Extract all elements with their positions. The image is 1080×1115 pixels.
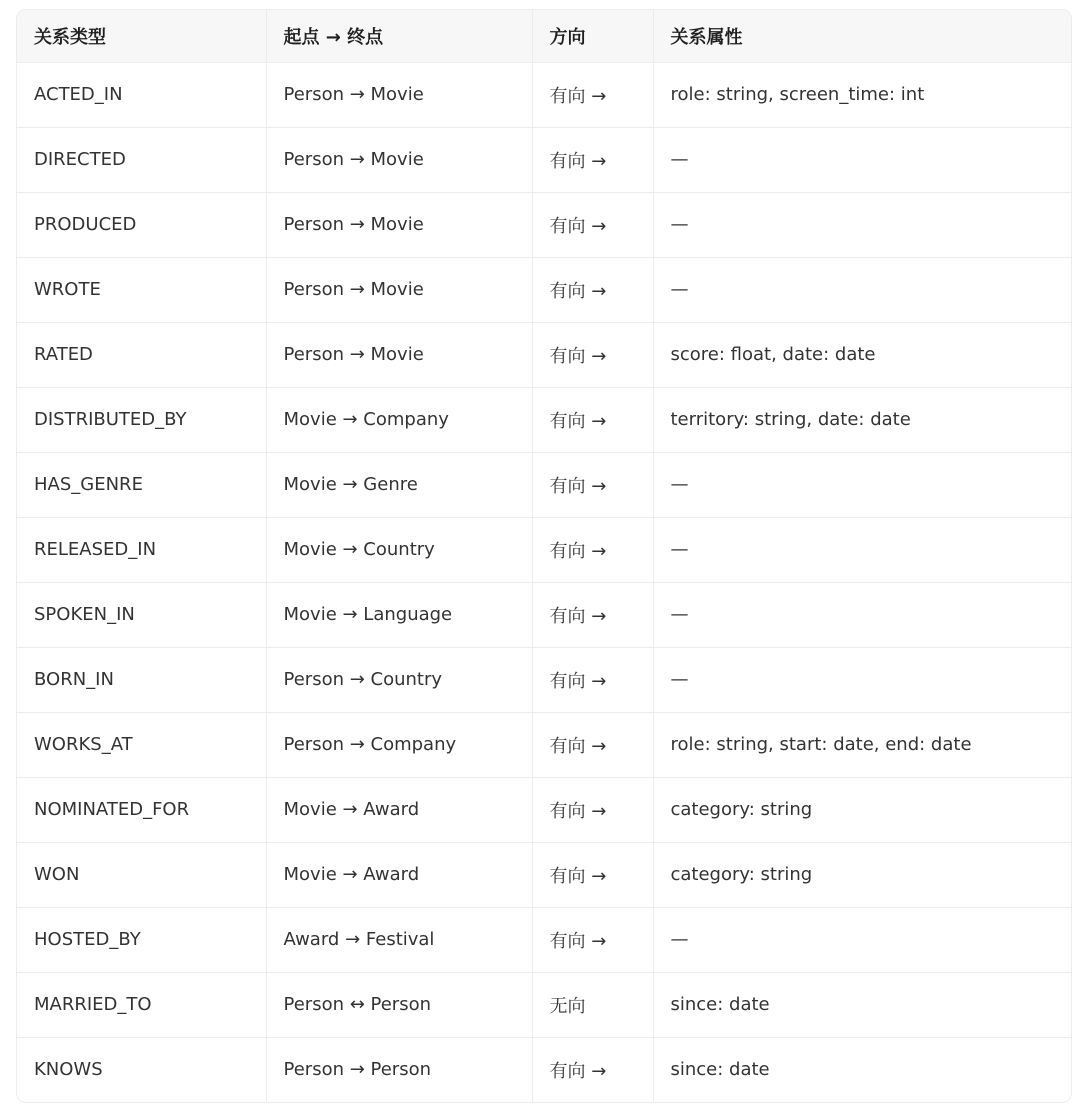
cell-start-end: Person → Movie <box>266 127 532 192</box>
cell-relation-type: SPOKEN_IN <box>17 582 266 647</box>
cell-direction: 无向 <box>532 972 653 1037</box>
header-relation-type: 关系类型 <box>17 10 266 62</box>
table-row <box>17 62 1071 127</box>
table-row <box>17 712 1071 777</box>
cell-direction: 有向 → <box>532 387 653 452</box>
relationship-table <box>16 9 1072 1103</box>
cell-start-end: Movie → Genre <box>266 452 532 517</box>
cell-start-end: Movie → Country <box>266 517 532 582</box>
cell-start-end: Person → Movie <box>266 322 532 387</box>
cell-relation-type: HOSTED_BY <box>17 907 266 972</box>
table-row <box>17 582 1071 647</box>
cell-start-end: Movie → Language <box>266 582 532 647</box>
table-row <box>17 127 1071 192</box>
table-row <box>17 517 1071 582</box>
table-header-row <box>17 10 1071 62</box>
cell-direction: 有向 → <box>532 517 653 582</box>
cell-start-end: Person → Country <box>266 647 532 712</box>
cell-relation-type: WON <box>17 842 266 907</box>
cell-start-end: Movie → Company <box>266 387 532 452</box>
cell-direction: 有向 → <box>532 777 653 842</box>
table-row <box>17 257 1071 322</box>
cell-direction: 有向 → <box>532 842 653 907</box>
cell-direction: 有向 → <box>532 452 653 517</box>
cell-relation-type: DISTRIBUTED_BY <box>17 387 266 452</box>
cell-start-end: Person ↔ Person <box>266 972 532 1037</box>
cell-relation-type: RELEASED_IN <box>17 517 266 582</box>
cell-properties: — <box>653 257 1071 322</box>
cell-relation-type: KNOWS <box>17 1037 266 1102</box>
cell-properties: role: string, start: date, end: date <box>653 712 1071 777</box>
table-row <box>17 647 1071 712</box>
cell-start-end: Person → Person <box>266 1037 532 1102</box>
cell-direction: 有向 → <box>532 257 653 322</box>
cell-properties: role: string, screen_time: int <box>653 62 1071 127</box>
cell-properties: — <box>653 647 1071 712</box>
table-row <box>17 972 1071 1037</box>
cell-direction: 有向 → <box>532 582 653 647</box>
cell-direction: 有向 → <box>532 322 653 387</box>
cell-direction: 有向 → <box>532 712 653 777</box>
table-body <box>17 62 1071 1102</box>
cell-direction: 有向 → <box>532 1037 653 1102</box>
table-row <box>17 387 1071 452</box>
header-start-end: 起点 → 终点 <box>266 10 532 62</box>
cell-properties: score: float, date: date <box>653 322 1071 387</box>
table-row <box>17 322 1071 387</box>
table-row <box>17 842 1071 907</box>
cell-start-end: Person → Movie <box>266 192 532 257</box>
cell-properties: — <box>653 452 1071 517</box>
cell-properties: category: string <box>653 777 1071 842</box>
cell-relation-type: MARRIED_TO <box>17 972 266 1037</box>
cell-properties: since: date <box>653 972 1071 1037</box>
relationship-table-grid <box>17 10 1071 1102</box>
cell-properties: territory: string, date: date <box>653 387 1071 452</box>
table-row <box>17 192 1071 257</box>
header-direction: 方向 <box>532 10 653 62</box>
cell-properties: — <box>653 127 1071 192</box>
cell-start-end: Award → Festival <box>266 907 532 972</box>
table-header <box>17 10 1071 62</box>
cell-direction: 有向 → <box>532 127 653 192</box>
cell-direction: 有向 → <box>532 907 653 972</box>
header-relation-properties: 关系属性 <box>653 10 1071 62</box>
cell-relation-type: RATED <box>17 322 266 387</box>
cell-direction: 有向 → <box>532 62 653 127</box>
cell-relation-type: ACTED_IN <box>17 62 266 127</box>
cell-direction: 有向 → <box>532 647 653 712</box>
table-row <box>17 452 1071 517</box>
table-row <box>17 1037 1071 1102</box>
cell-start-end: Movie → Award <box>266 777 532 842</box>
cell-relation-type: HAS_GENRE <box>17 452 266 517</box>
cell-start-end: Person → Movie <box>266 257 532 322</box>
cell-relation-type: BORN_IN <box>17 647 266 712</box>
cell-properties: — <box>653 907 1071 972</box>
cell-direction: 有向 → <box>532 192 653 257</box>
cell-relation-type: NOMINATED_FOR <box>17 777 266 842</box>
cell-relation-type: WROTE <box>17 257 266 322</box>
cell-relation-type: DIRECTED <box>17 127 266 192</box>
cell-properties: category: string <box>653 842 1071 907</box>
cell-start-end: Person → Movie <box>266 62 532 127</box>
table-row <box>17 777 1071 842</box>
cell-relation-type: PRODUCED <box>17 192 266 257</box>
cell-properties: — <box>653 517 1071 582</box>
cell-start-end: Person → Company <box>266 712 532 777</box>
cell-properties: — <box>653 192 1071 257</box>
cell-relation-type: WORKS_AT <box>17 712 266 777</box>
cell-properties: — <box>653 582 1071 647</box>
cell-start-end: Movie → Award <box>266 842 532 907</box>
cell-properties: since: date <box>670 1059 770 1081</box>
table-row <box>17 907 1071 972</box>
